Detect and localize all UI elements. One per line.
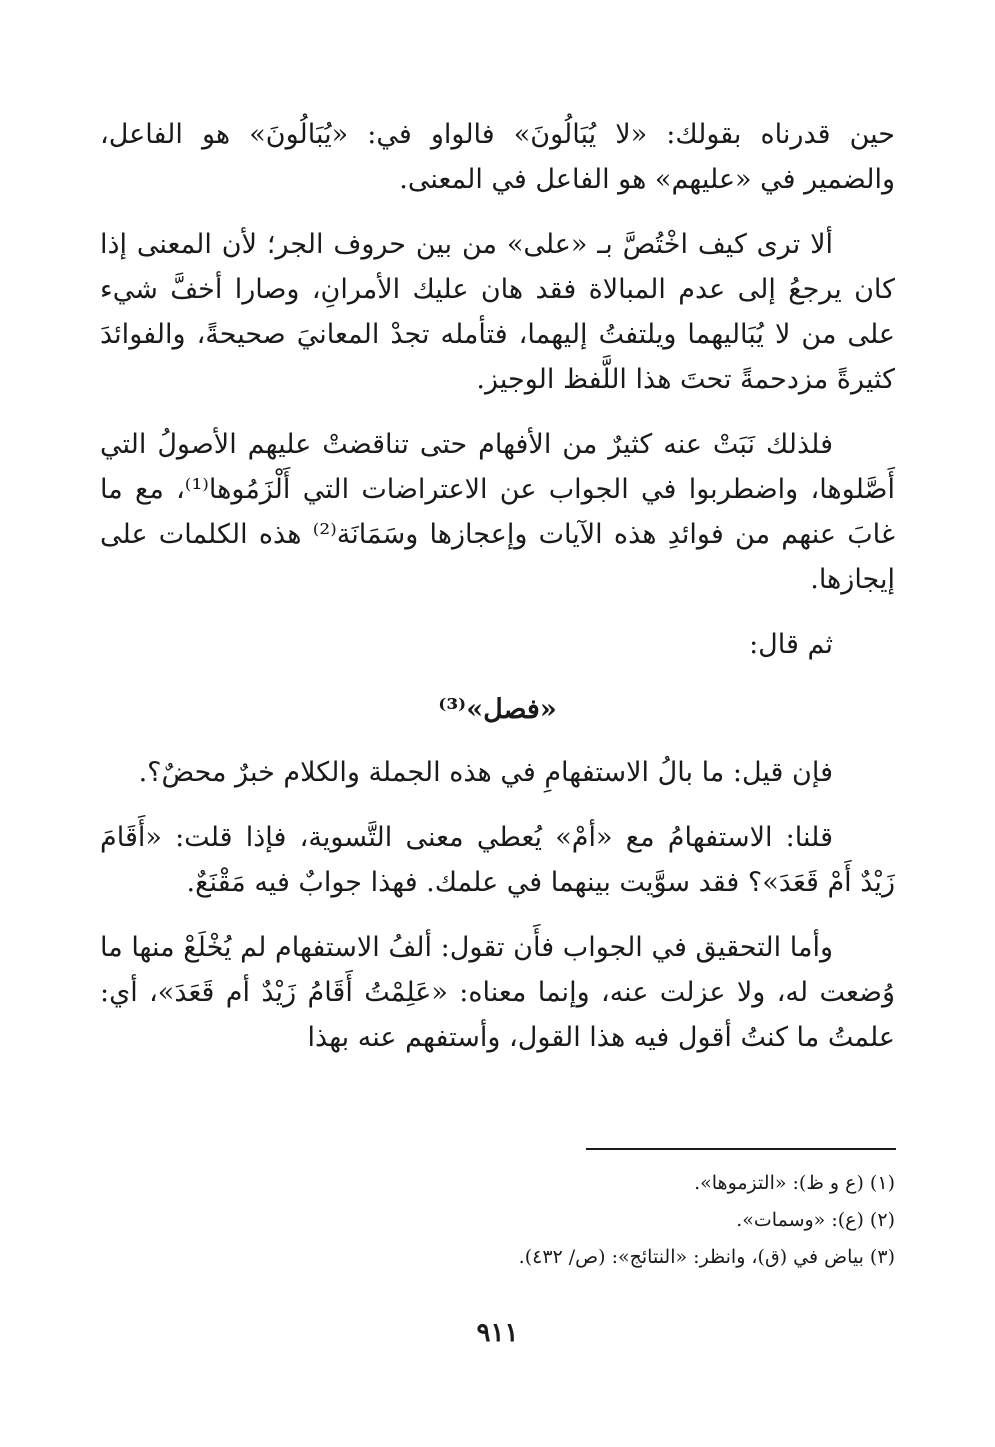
footnote-1: (١) (ع و ظ): «التزموها».: [694, 1172, 895, 1194]
page-number: ٩١١: [476, 1318, 519, 1348]
paragraph-2: ألا ترى كيف اخْتُصَّ بـ «على» من بين حروف الجر؛ لأن المعنى إذا كان يرجعُ إلى عدم المبالاة فقد هان عليك الأمرانِ، وصارا أخفَّ شيء على من لا يُبَاليهما ويلتفتُ إليهما، فتأمله تجدْ المعانيَ صحيحةً، والفوائدَ كثيرةً مزدحمةً تحتَ هذا اللَّفظ الوجيز.: [100, 229, 895, 395]
footnote-3: (٣) بياض في (ق)، وانظر: «النتائج»: (ص/ ٤٣٢).: [518, 1246, 895, 1268]
footnote-divider: [586, 1148, 896, 1150]
paragraph-1: حين قدرناه بقولك: «لا يُبَالُونَ» فالواو في: «يُبَالُونَ» هو الفاعل، والضمير في «عليهم» هو الفاعل في المعنى.: [100, 119, 895, 195]
paragraph-6: قلنا: الاستفهامُ مع «أمْ» يُعطي معنى التَّسوية، فإذا قلت: «أَقَامَ زَيْدٌ أَمْ قَعَدَ»؟ فقد سوَّيت بينهما في علمك. فهذا جوابٌ فيه مَقْنَعٌ.: [100, 822, 895, 898]
footnote-2: (٢) (ع): «وسمات».: [736, 1209, 895, 1231]
section-heading: «فصل»⁽³⁾: [438, 694, 557, 725]
paragraph-3: فلذلك نَبَتْ عنه كثيرٌ من الأفهام حتى تناقضتْ عليهم الأصولُ التي أَصَّلوها، واضطربوا في الجواب عن الاعتراضات التي أَلْزَمُوها⁽¹⁾، مع ما غابَ عنهم من فوائدِ هذه الآيات وإعجازها وسَمَانَة⁽²⁾ هذه الكلمات على إيجازها.: [100, 429, 895, 595]
footnotes: [100, 1165, 895, 1276]
page-body: [100, 112, 895, 1080]
paragraph-4: ثم قال:: [749, 629, 833, 660]
paragraph-5: فإن قيل: ما بالُ الاستفهامِ في هذه الجملة والكلام خبرٌ محضٌ؟.: [138, 757, 833, 788]
paragraph-7: وأما التحقيق في الجواب فأَن تقول: ألفُ الاستفهام لم يُخْلَعْ منها ما وُضعت له، ولا عزلت عنه، وإنما معناه: «عَلِمْتُ أَقَامُ زَيْدٌ أم قَعَدَ»، أي: علمتُ ما كنتُ أقول فيه هذا القول، وأستفهم عنه بهذا: [100, 932, 895, 1053]
